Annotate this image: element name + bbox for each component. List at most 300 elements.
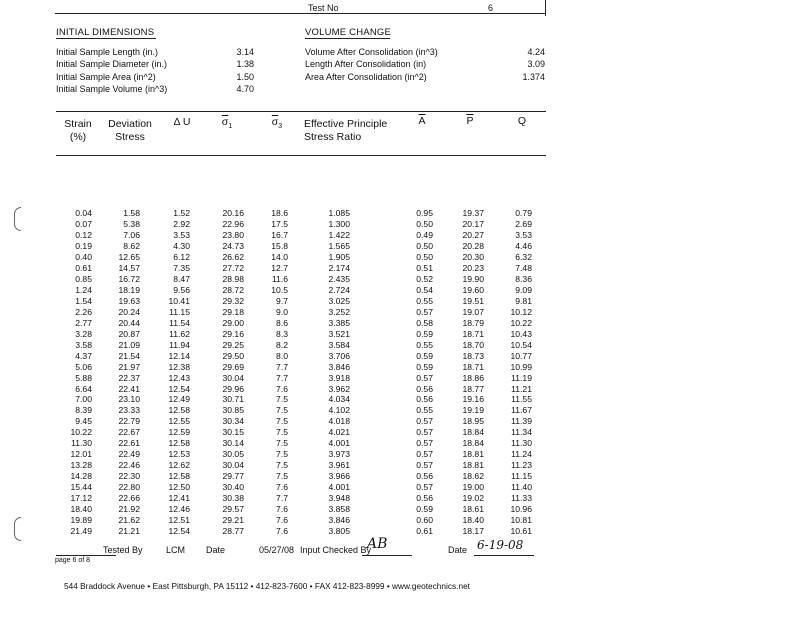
cell-sigma1: 30.38 xyxy=(222,493,244,504)
cell-sigma1: 29.50 xyxy=(222,350,244,361)
tested-by-value: LCM xyxy=(166,545,186,555)
cell-strain: 12.01 xyxy=(70,449,92,460)
table-row xyxy=(0,471,800,481)
cell-delta-u: 12.49 xyxy=(168,394,190,405)
cell-q: 11.19 xyxy=(511,372,532,383)
cell-strain: 0.40 xyxy=(75,251,92,262)
cell-delta-u: 12.43 xyxy=(168,372,190,383)
table-row xyxy=(0,526,800,536)
initial-dimension-value: 4.70 xyxy=(236,83,254,94)
cell-strain: 2.26 xyxy=(75,306,92,317)
cell-a: 0.55 xyxy=(416,405,433,416)
cell-effective-stress-ratio: 4.102 xyxy=(328,405,350,416)
col-p: $\overline{P}$ xyxy=(466,115,474,127)
cell-sigma3: 7.5 xyxy=(276,460,288,471)
cell-sigma3: 8.6 xyxy=(276,317,288,328)
cell-effective-stress-ratio: 3.948 xyxy=(328,493,350,504)
cell-a: 0.59 xyxy=(416,350,433,361)
cell-p: 19.90 xyxy=(462,273,484,284)
cell-strain: 3.58 xyxy=(75,339,92,350)
cell-sigma3: 7.5 xyxy=(276,416,288,427)
cell-p: 18.86 xyxy=(462,372,484,383)
cell-p: 18.84 xyxy=(462,438,484,449)
volume-change-label: Area After Consolidation (in^2) xyxy=(305,71,427,82)
cell-sigma1: 30.71 xyxy=(222,394,244,405)
cell-q: 11.34 xyxy=(511,427,532,438)
col-strain: Strain (%) xyxy=(64,118,92,143)
cell-deviation-stress: 23.33 xyxy=(118,405,140,416)
table-row xyxy=(0,460,800,470)
cell-a: 0.60 xyxy=(416,515,433,526)
cell-p: 18.81 xyxy=(462,449,484,460)
table-row xyxy=(0,296,800,306)
table-row xyxy=(0,208,800,218)
table-row xyxy=(0,438,800,448)
cell-q: 6.32 xyxy=(515,251,532,262)
cell-delta-u: 8.47 xyxy=(173,273,190,284)
table-row xyxy=(0,318,800,328)
cell-sigma3: 10.5 xyxy=(271,284,288,295)
cell-p: 20.23 xyxy=(462,262,484,273)
cell-delta-u: 12.62 xyxy=(168,460,190,471)
cell-a: 0.49 xyxy=(416,229,433,240)
cell-deviation-stress: 22.61 xyxy=(118,438,140,449)
initial-dimensions-underline xyxy=(56,38,156,39)
cell-p: 18.62 xyxy=(462,471,484,482)
table-bottom-rule xyxy=(56,555,116,556)
cell-effective-stress-ratio: 1.565 xyxy=(328,240,350,251)
cell-delta-u: 12.53 xyxy=(168,449,190,460)
cell-delta-u: 12.55 xyxy=(168,416,190,427)
cell-effective-stress-ratio: 3.966 xyxy=(328,471,350,482)
cell-delta-u: 12.50 xyxy=(168,482,190,493)
cell-strain: 1.24 xyxy=(75,284,92,295)
cell-sigma3: 7.5 xyxy=(276,471,288,482)
cell-effective-stress-ratio: 3.385 xyxy=(328,317,350,328)
cell-sigma1: 30.40 xyxy=(222,482,244,493)
cell-sigma3: 7.6 xyxy=(276,482,288,493)
table-row xyxy=(0,394,800,404)
cell-sigma1: 29.77 xyxy=(222,471,244,482)
cell-sigma1: 28.98 xyxy=(222,273,244,284)
table-row xyxy=(0,427,800,437)
cell-delta-u: 11.94 xyxy=(169,339,190,350)
cell-a: 0.56 xyxy=(416,471,433,482)
checker-sig-line xyxy=(362,555,412,556)
cell-delta-u: 11.62 xyxy=(169,328,190,339)
volume-change-value: 4.24 xyxy=(527,47,545,57)
cell-strain: 15.44 xyxy=(70,482,92,493)
cell-sigma1: 29.25 xyxy=(222,339,244,350)
cell-q: 10.43 xyxy=(510,328,532,339)
cell-deviation-stress: 23.10 xyxy=(118,394,140,405)
cell-sigma1: 29.69 xyxy=(222,361,244,372)
checker-signature: AB xyxy=(367,536,388,552)
cell-sigma3: 7.5 xyxy=(276,405,288,416)
cell-q: 2.69 xyxy=(515,218,532,229)
col-a: $\overline{A}$ xyxy=(418,115,426,127)
cell-effective-stress-ratio: 4.034 xyxy=(328,394,350,405)
cell-delta-u: 12.54 xyxy=(168,383,190,394)
cell-strain: 0.04 xyxy=(75,208,92,218)
cell-delta-u: 12.58 xyxy=(168,471,190,482)
cell-strain: 8.39 xyxy=(75,405,92,416)
cell-a: 0.57 xyxy=(416,482,433,493)
cell-sigma3: 15.8 xyxy=(271,240,288,251)
cell-effective-stress-ratio: 1.422 xyxy=(328,229,350,240)
cell-effective-stress-ratio: 3.521 xyxy=(328,328,350,339)
cell-q: 7.48 xyxy=(515,262,532,273)
col-sigma1: $\overline{\sigma}_1$ xyxy=(221,116,233,131)
cell-deviation-stress: 21.92 xyxy=(118,504,140,515)
cell-p: 19.16 xyxy=(462,394,484,405)
cell-p: 18.40 xyxy=(462,515,484,526)
col-q: Q xyxy=(517,115,527,127)
cell-a: 0.57 xyxy=(416,372,433,383)
cell-strain: 19.89 xyxy=(70,515,92,526)
cell-q: 10.77 xyxy=(510,350,532,361)
cell-delta-u: 9.56 xyxy=(173,284,190,295)
cell-effective-stress-ratio: 3.846 xyxy=(328,361,350,372)
cell-sigma1: 30.05 xyxy=(222,449,244,460)
cell-deviation-stress: 22.66 xyxy=(118,493,140,504)
initial-dimension-label: Initial Sample Diameter (in.) xyxy=(56,59,168,70)
cell-strain: 21.49 xyxy=(70,526,92,537)
cell-sigma1: 29.32 xyxy=(222,295,244,306)
cell-delta-u: 1.52 xyxy=(173,208,190,218)
cell-deviation-stress: 12.65 xyxy=(118,251,140,262)
cell-strain: 0.85 xyxy=(75,273,92,284)
cell-a: 0.57 xyxy=(416,306,433,317)
table-row xyxy=(0,263,800,273)
cell-q: 9.81 xyxy=(515,295,532,306)
cell-deviation-stress: 22.49 xyxy=(118,449,140,460)
volume-change-underline xyxy=(305,38,390,39)
cell-deviation-stress: 14.57 xyxy=(118,262,140,273)
initial-dimensions-title: INITIAL DIMENSIONS xyxy=(56,27,155,38)
date-value: 05/27/08 xyxy=(259,545,295,555)
cell-sigma3: 7.5 xyxy=(276,438,288,449)
table-row xyxy=(0,329,800,339)
cell-deviation-stress: 16.72 xyxy=(118,273,140,284)
initial-dimension-value: 3.14 xyxy=(236,47,254,57)
col-delta-u: Δ U xyxy=(173,116,191,128)
cell-sigma1: 30.14 xyxy=(222,438,244,449)
cell-deviation-stress: 21.54 xyxy=(118,350,140,361)
cell-sigma3: 7.6 xyxy=(276,383,288,394)
cell-q: 10.12 xyxy=(510,306,532,317)
cell-strain: 5.88 xyxy=(75,372,92,383)
volume-change-label: Length After Consolidation (in) xyxy=(305,59,427,70)
cell-effective-stress-ratio: 4.001 xyxy=(328,482,350,493)
cell-p: 19.51 xyxy=(462,295,484,306)
cell-delta-u: 4.30 xyxy=(173,240,190,251)
cell-a: 0.57 xyxy=(416,460,433,471)
cell-strain: 3.28 xyxy=(75,328,92,339)
date2-label: Date xyxy=(448,545,468,555)
cell-deviation-stress: 22.37 xyxy=(118,372,140,383)
cell-sigma3: 9.0 xyxy=(276,306,288,317)
cell-sigma1: 23.80 xyxy=(222,229,244,240)
cell-effective-stress-ratio: 4.018 xyxy=(328,416,350,427)
cell-q: 10.54 xyxy=(510,339,532,350)
cell-q: 0.79 xyxy=(515,208,532,218)
cell-sigma1: 24.73 xyxy=(222,240,244,251)
right-border xyxy=(545,0,546,16)
cell-effective-stress-ratio: 3.584 xyxy=(328,339,350,350)
cell-sigma3: 7.7 xyxy=(276,493,288,504)
cell-delta-u: 12.14 xyxy=(168,350,190,361)
cell-effective-stress-ratio: 3.962 xyxy=(328,383,350,394)
volume-change-label: Volume After Consolidation (in^3) xyxy=(305,47,438,57)
cell-effective-stress-ratio: 3.025 xyxy=(328,295,350,306)
cell-p: 18.79 xyxy=(462,317,484,328)
cell-deviation-stress: 21.62 xyxy=(118,515,140,526)
cell-delta-u: 2.92 xyxy=(173,218,190,229)
cell-deviation-stress: 22.41 xyxy=(118,383,140,394)
table-row xyxy=(0,285,800,295)
cell-sigma1: 29.18 xyxy=(222,306,244,317)
cell-sigma1: 30.34 xyxy=(222,416,244,427)
cell-sigma3: 7.6 xyxy=(276,526,288,537)
cell-strain: 4.37 xyxy=(75,350,92,361)
initial-dimension-label: Initial Sample Area (in^2) xyxy=(56,71,156,82)
table-row xyxy=(0,449,800,459)
cell-effective-stress-ratio: 1.905 xyxy=(328,251,350,262)
cell-sigma1: 30.15 xyxy=(222,427,244,438)
cell-strain: 0.12 xyxy=(75,229,92,240)
table-row xyxy=(0,515,800,525)
cell-delta-u: 12.59 xyxy=(168,427,190,438)
cell-a: 0.52 xyxy=(416,273,433,284)
cell-q: 11.24 xyxy=(511,449,532,460)
cell-deviation-stress: 18.19 xyxy=(118,284,140,295)
cell-p: 20.27 xyxy=(462,229,484,240)
date2-value: 6-19-08 xyxy=(477,538,524,552)
cell-a: 0.57 xyxy=(416,427,433,438)
cell-p: 18.17 xyxy=(462,526,484,537)
cell-sigma1: 22.96 xyxy=(222,218,244,229)
table-row xyxy=(0,230,800,240)
cell-p: 18.61 xyxy=(462,504,484,515)
cell-effective-stress-ratio: 1.300 xyxy=(328,218,350,229)
table-row xyxy=(0,252,800,262)
cell-a: 0.50 xyxy=(416,240,433,251)
cell-q: 10.81 xyxy=(510,515,532,526)
table-row xyxy=(0,340,800,350)
cell-p: 19.02 xyxy=(462,493,484,504)
cell-strain: 6.64 xyxy=(75,383,92,394)
cell-sigma3: 7.5 xyxy=(276,394,288,405)
cell-p: 18.71 xyxy=(462,361,484,372)
cell-effective-stress-ratio: 1.085 xyxy=(328,208,350,218)
cell-q: 10.22 xyxy=(510,317,532,328)
cell-sigma3: 8.0 xyxy=(276,350,288,361)
cell-deviation-stress: 21.09 xyxy=(118,339,140,350)
cell-effective-stress-ratio: 4.001 xyxy=(328,438,350,449)
cell-effective-stress-ratio: 3.252 xyxy=(328,306,350,317)
header-rule-top xyxy=(56,111,546,112)
cell-strain: 10.22 xyxy=(70,427,92,438)
cell-strain: 14.28 xyxy=(70,471,92,482)
cell-strain: 11.30 xyxy=(71,438,92,449)
cell-q: 10.99 xyxy=(510,361,532,372)
cell-strain: 17.12 xyxy=(70,493,92,504)
cell-sigma1: 30.04 xyxy=(222,460,244,471)
cell-sigma3: 8.3 xyxy=(276,328,288,339)
cell-a: 0.50 xyxy=(416,251,433,262)
tested-by-label: Tested By xyxy=(103,545,143,555)
cell-sigma1: 29.21 xyxy=(222,515,244,526)
test-no-label: Test No xyxy=(308,3,339,13)
cell-a: 0.56 xyxy=(416,383,433,394)
cell-sigma1: 30.04 xyxy=(222,372,244,383)
cell-delta-u: 6.12 xyxy=(173,251,190,262)
volume-change-value: 3.09 xyxy=(527,59,545,70)
cell-a: 0.50 xyxy=(416,218,433,229)
cell-a: 0.59 xyxy=(416,361,433,372)
cell-strain: 2.77 xyxy=(75,317,92,328)
table-row xyxy=(0,307,800,317)
cell-strain: 5.06 xyxy=(75,361,92,372)
cell-sigma1: 20.16 xyxy=(222,208,244,218)
cell-delta-u: 12.51 xyxy=(168,515,190,526)
cell-p: 18.77 xyxy=(462,383,484,394)
cell-sigma3: 8.2 xyxy=(276,339,288,350)
cell-delta-u: 12.54 xyxy=(168,526,190,537)
cell-strain: 9.45 xyxy=(75,416,92,427)
cell-p: 18.73 xyxy=(462,350,484,361)
cell-sigma3: 7.6 xyxy=(276,504,288,515)
col-deviation: Deviation Stress xyxy=(108,118,152,143)
cell-delta-u: 3.53 xyxy=(173,229,190,240)
cell-sigma3: 18.6 xyxy=(271,208,288,218)
cell-q: 4.46 xyxy=(515,240,532,251)
cell-p: 19.00 xyxy=(462,482,484,493)
cell-sigma1: 27.72 xyxy=(222,262,244,273)
cell-strain: 18.40 xyxy=(70,504,92,515)
volume-change-value: 1.374 xyxy=(522,71,545,82)
cell-deviation-stress: 20.44 xyxy=(118,317,140,328)
cell-a: 0.95 xyxy=(416,208,433,218)
cell-sigma1: 26.62 xyxy=(222,251,244,262)
cell-p: 20.17 xyxy=(462,218,484,229)
cell-sigma1: 28.72 xyxy=(222,284,244,295)
input-checked-label: Input Checked By xyxy=(300,545,372,555)
cell-delta-u: 12.58 xyxy=(168,405,190,416)
cell-delta-u: 12.38 xyxy=(168,361,190,372)
cell-sigma1: 28.77 xyxy=(222,526,244,537)
cell-sigma3: 7.5 xyxy=(276,449,288,460)
cell-a: 0.55 xyxy=(416,339,433,350)
cell-q: 8.36 xyxy=(515,273,532,284)
cell-a: 0.57 xyxy=(416,416,433,427)
table-row xyxy=(0,219,800,229)
cell-q: 11.15 xyxy=(511,471,532,482)
volume-change-title: VOLUME CHANGE xyxy=(305,27,392,38)
cell-sigma3: 9.7 xyxy=(276,295,288,306)
table-row xyxy=(0,351,800,361)
cell-sigma3: 7.7 xyxy=(276,361,288,372)
cell-p: 19.07 xyxy=(462,306,484,317)
cell-strain: 0.19 xyxy=(75,240,92,251)
cell-effective-stress-ratio: 3.918 xyxy=(328,372,350,383)
top-rule xyxy=(55,13,545,14)
cell-strain: 13.28 xyxy=(70,460,92,471)
initial-dimension-value: 1.38 xyxy=(236,59,254,70)
cell-effective-stress-ratio: 3.961 xyxy=(328,460,350,471)
cell-a: 0.57 xyxy=(416,449,433,460)
cell-delta-u: 12.46 xyxy=(168,504,190,515)
cell-sigma3: 11.6 xyxy=(271,273,288,284)
cell-p: 18.81 xyxy=(462,460,484,471)
cell-a: 0.57 xyxy=(416,438,433,449)
cell-p: 18.70 xyxy=(462,339,484,350)
cell-effective-stress-ratio: 4.021 xyxy=(328,427,350,438)
cell-delta-u: 7.35 xyxy=(173,262,190,273)
cell-p: 19.60 xyxy=(462,284,484,295)
table-row xyxy=(0,241,800,251)
table-row xyxy=(0,504,800,514)
date2-line xyxy=(474,555,534,556)
cell-deviation-stress: 20.24 xyxy=(118,306,140,317)
cell-q: 11.55 xyxy=(511,394,532,405)
cell-q: 11.40 xyxy=(511,482,532,493)
cell-q: 3.53 xyxy=(515,229,532,240)
cell-strain: 0.61 xyxy=(75,262,92,273)
cell-p: 20.28 xyxy=(462,240,484,251)
cell-deviation-stress: 8.62 xyxy=(123,240,140,251)
cell-deviation-stress: 22.80 xyxy=(118,482,140,493)
cell-strain: 0.07 xyxy=(75,218,92,229)
cell-a: 0.61 xyxy=(416,526,433,537)
cell-deviation-stress: 21.97 xyxy=(118,361,140,372)
cell-p: 18.84 xyxy=(462,427,484,438)
table-row xyxy=(0,405,800,415)
cell-q: 11.33 xyxy=(511,493,532,504)
cell-q: 11.67 xyxy=(511,405,532,416)
cell-q: 10.61 xyxy=(510,526,532,537)
col-sigma3: $\overline{\sigma}_3$ xyxy=(271,116,283,131)
cell-sigma3: 14.0 xyxy=(271,251,288,262)
cell-delta-u: 12.41 xyxy=(168,493,190,504)
table-row xyxy=(0,274,800,284)
cell-sigma1: 29.96 xyxy=(222,383,244,394)
cell-delta-u: 10.41 xyxy=(168,295,190,306)
cell-sigma1: 29.16 xyxy=(222,328,244,339)
cell-p: 20.30 xyxy=(462,251,484,262)
cell-effective-stress-ratio: 2.435 xyxy=(328,273,350,284)
cell-sigma3: 16.7 xyxy=(271,229,288,240)
table-row xyxy=(0,384,800,394)
cell-sigma1: 30.85 xyxy=(222,405,244,416)
cell-q: 11.39 xyxy=(511,416,532,427)
cell-a: 0.59 xyxy=(416,328,433,339)
table-row xyxy=(0,362,800,372)
cell-deviation-stress: 19.63 xyxy=(118,295,140,306)
cell-a: 0.56 xyxy=(416,493,433,504)
cell-strain: 1.54 xyxy=(75,295,92,306)
cell-delta-u: 11.54 xyxy=(169,317,190,328)
initial-dimension-label: Initial Sample Length (in.) xyxy=(56,47,159,57)
cell-p: 18.71 xyxy=(462,328,484,339)
cell-q: 11.23 xyxy=(511,460,532,471)
table-row xyxy=(0,493,800,503)
header-rule-bottom xyxy=(56,155,546,156)
col-effective-principle: Effective Principle Stress Ratio xyxy=(304,118,388,143)
cell-deviation-stress: 1.58 xyxy=(123,208,140,218)
cell-strain: 7.00 xyxy=(75,394,92,405)
